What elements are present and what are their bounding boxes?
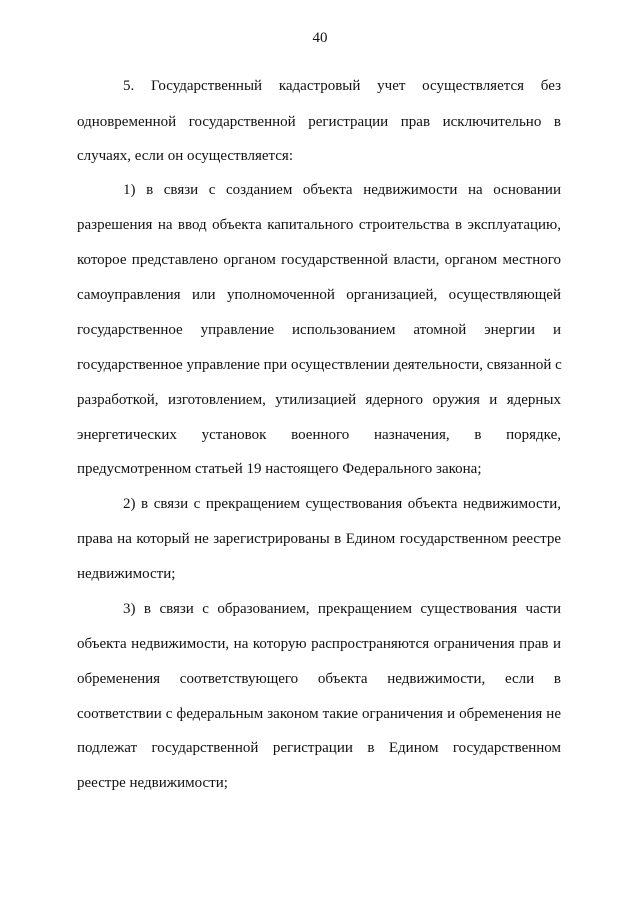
text-line: 1) в связи с созданием объекта недвижимости на основании xyxy=(123,182,561,198)
text-line: объекта недвижимости, на которую распространяются ограничения прав и xyxy=(77,636,561,652)
text-line: государственное управление использованием атомной энергии и xyxy=(77,322,561,338)
text-line: случаях, если он осуществляется: xyxy=(77,148,293,164)
text-line: обременения соответствующего объекта недвижимости, если в xyxy=(77,671,561,687)
text-line: разрешения на ввод объекта капитального строительства в эксплуатацию, xyxy=(77,217,561,233)
text-line: предусмотренном статьей 19 настоящего Федерального закона; xyxy=(77,461,482,477)
text-line: 2) в связи с прекращением существования объекта недвижимости, xyxy=(123,496,561,512)
text-line: одновременной государственной регистрации прав исключительно в xyxy=(77,114,561,130)
text-line: 5. Государственный кадастровый учет осуществляется без xyxy=(123,78,561,94)
text-line: права на который не зарегистрированы в Едином государственном реестре xyxy=(77,531,561,547)
text-line: подлежат государственной регистрации в Едином государственном xyxy=(77,740,561,756)
text-line: разработкой, изготовлением, утилизацией ядерного оружия и ядерных xyxy=(77,392,561,408)
text-line: недвижимости; xyxy=(77,566,176,582)
text-line: которое представлено органом государственной власти, органом местного xyxy=(77,252,561,268)
page-number: 40 xyxy=(312,30,328,46)
text-line: реестре недвижимости; xyxy=(77,775,228,791)
text-line: 3) в связи с образованием, прекращением существования части xyxy=(123,601,561,617)
text-line: государственное управление при осуществлении деятельности, связанной с xyxy=(77,357,562,373)
text-line: самоуправления или уполномоченной организацией, осуществляющей xyxy=(77,287,561,303)
text-line: соответствии с федеральным законом такие ограничения и обременения не xyxy=(77,706,561,722)
text-line: энергетических установок военного назначения, в порядке, xyxy=(77,427,561,443)
